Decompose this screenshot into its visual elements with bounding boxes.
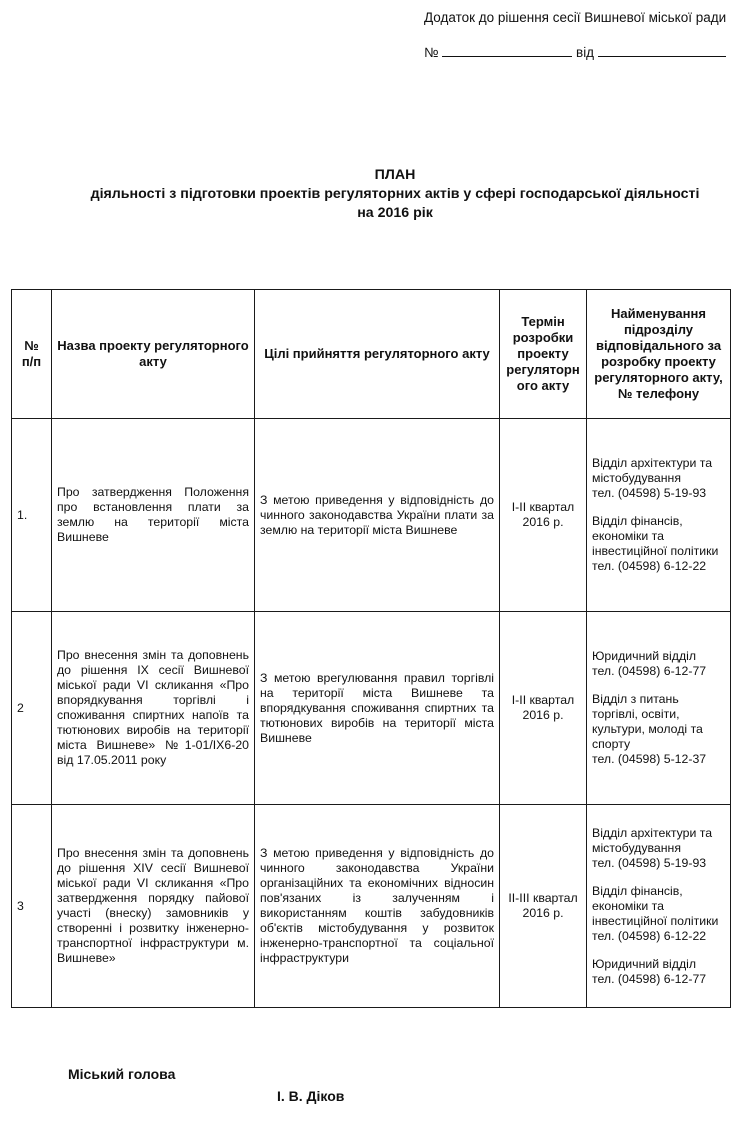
row-contacts <box>587 805 731 1008</box>
header-name: Назва проекту регуляторного акту <box>52 290 255 419</box>
row-num: 1. <box>12 419 52 612</box>
row-num: 2 <box>12 612 52 805</box>
contact <box>592 957 725 987</box>
contact-phone: тел. (04598) 6-12-22 <box>592 928 707 943</box>
row-term: І-ІІ квартал 2016 р. <box>500 419 587 612</box>
number-blank <box>442 44 572 57</box>
contact <box>592 826 725 871</box>
contact-phone: тел. (04598) 5-19-93 <box>592 855 707 870</box>
row-name: Про внесення змін та доповнень до рішення XIV сесії Вишневої міської ради VI скликання «Про затвердження порядку пайової участі (внеску) замовників у створенні і розвитку інженерно-транспортної інфраструктури м. Вишневе» <box>52 805 255 1008</box>
contact-dept: Юридичний відділ <box>592 649 697 663</box>
row-goal: З метою приведення у відповідність до чинного законодавства України організаційних та економічних відносин пов'язаних із залученням і використанням коштів забудовників об'єктів містобудування у розвиток інженерно-транспортної та соціальної інфраструктури <box>255 805 500 1008</box>
contact-dept: Відділ фінансів, економіки та інвестиційної політики <box>592 883 719 928</box>
contact-dept: Відділ з питань торгівлі, освіти, культури, молоді та спорту <box>592 692 703 751</box>
contact-dept: Відділ фінансів, економіки та інвестиційної політики <box>592 514 719 558</box>
contact-dept: Відділ архітектури та містобудування <box>592 825 713 855</box>
contact <box>592 514 725 574</box>
signatory-name: І. В. Діков <box>277 1088 345 1104</box>
plan-title: ПЛАН <box>374 167 416 183</box>
table-row <box>12 419 731 612</box>
row-goal: З метою врегулювання правил торгівлі на території міста Вишневе та впорядкування споживання спиртних та тютюнових виробів на території міста Вишневе <box>255 612 500 805</box>
contact-phone: тел. (04598) 6-12-22 <box>592 559 707 573</box>
contact <box>592 456 725 501</box>
signatory-position: Міський голова <box>68 1066 176 1082</box>
appendix-note: Додаток до рішення сесії Вишневої міської ради <box>424 10 727 25</box>
table-row <box>12 805 731 1008</box>
plan-table <box>11 289 731 1008</box>
plan-year: на 2016 рік <box>357 205 433 221</box>
header-term: Термін розробки проекту регуляторн ого акту <box>500 290 587 419</box>
contact-dept: Юридичний відділ <box>592 956 697 971</box>
header-num: № п/п <box>12 290 52 419</box>
row-term: І-ІІ квартал 2016 р. <box>500 612 587 805</box>
table-header-row <box>12 290 731 419</box>
header-dept: Найменування підрозділу відповідального за розробку проекту регуляторного акту, № телефону <box>587 290 731 419</box>
contact-phone: тел. (04598) 5-12-37 <box>592 752 707 766</box>
row-name: Про внесення змін та доповнень до рішення IX сесії Вишневої міської ради VI скликання «Про впорядкування торгівлі і споживання спиртних напоїв та тютюнових виробів на території міста Вишневе» №1-01/IX6-20 від 17.05.2011 року <box>52 612 255 805</box>
row-contacts <box>587 419 731 612</box>
row-goal: З метою приведення у відповідність до чинного законодавства України плати за землю на території міста Вишневе <box>255 419 500 612</box>
contact-dept: Відділ архітектури та містобудування <box>592 456 713 485</box>
decision-number-line <box>424 44 726 60</box>
row-num: 3 <box>12 805 52 1008</box>
date-blank <box>598 44 726 57</box>
contact <box>592 649 725 679</box>
plan-subtitle: діяльності з підготовки проектів регуляторних актів у сфері господарської діяльності <box>90 186 700 202</box>
row-contacts <box>587 612 731 805</box>
contact-phone: тел. (04598) 6-12-77 <box>592 971 707 986</box>
contact-phone: тел. (04598) 5-19-93 <box>592 486 707 500</box>
number-label: № <box>424 45 439 60</box>
contact <box>592 884 725 944</box>
header-goal: Цілі прийняття регуляторного акту <box>255 290 500 419</box>
row-name: Про затвердження Положення про встановлення плати за землю на території міста Вишневе <box>52 419 255 612</box>
date-label: від <box>576 45 595 60</box>
contact <box>592 692 725 767</box>
table-row <box>12 612 731 805</box>
contact-phone: тел. (04598) 6-12-77 <box>592 664 707 678</box>
row-term: ІІ-ІІІ квартал 2016 р. <box>500 805 587 1008</box>
